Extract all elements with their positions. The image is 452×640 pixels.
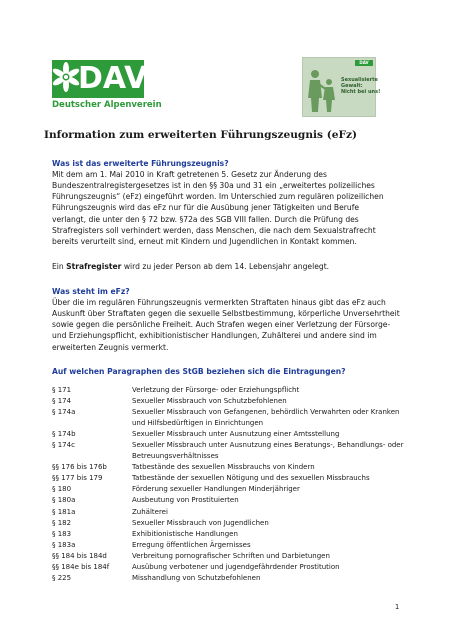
description-line: Erregung öffentlichen Ärgernisses	[132, 540, 251, 549]
paragraph-description	[132, 573, 402, 584]
paragraph-description	[132, 407, 402, 429]
paragraph-number: § 183	[52, 529, 72, 538]
section-heading-paragraphs: Auf welchen Paragraphen des StGB beziehen sich die Eintragungen?	[52, 367, 346, 376]
description-line: Ausübung verbotener und jugendgefährdender Prostitution	[132, 562, 340, 571]
slogan-line: Gewalt:	[341, 83, 363, 89]
body-line: Führungszeugnis wird das eFz nur für die Ausübung jener Tätigkeiten und Berufe	[52, 203, 360, 213]
table-row	[52, 507, 402, 518]
body-line: Auskunft über Straftaten gegen die sexuelle Selbstbestimmung, körperliche Unversehrtheit	[52, 309, 400, 319]
paragraph-number: § 183a	[52, 540, 76, 549]
paragraph-number: § 225	[52, 573, 72, 582]
table-row	[52, 407, 402, 429]
table-row	[52, 529, 402, 540]
body-line: erweiterten Zeugnis vermerkt.	[52, 342, 169, 352]
description-line: Sexueller Missbrauch unter Ausnutzung einer Amtsstellung	[132, 430, 340, 439]
body-line: Führungszeugnis“ (eFz) eingeführt worden. Im Unterschied zum regulären polizeilichen	[52, 192, 384, 202]
body-line: Über die im regulären Führungszeugnis vermerkten Straftaten hinaus gibt das eFz auch	[52, 298, 386, 307]
paragraph-description	[132, 440, 404, 462]
description-line: Förderung sexueller Handlungen Minderjähriger	[132, 485, 300, 494]
table-row	[52, 462, 402, 473]
paragraph-number: §§ 176 bis 176b	[52, 463, 107, 472]
edelweiss-icon	[54, 61, 80, 95]
paragraph-description	[132, 396, 402, 407]
paragraph-number: §§ 177 bis 179	[52, 474, 103, 483]
strafregister-note	[52, 261, 392, 272]
document-title: Information zum erweiterten Führungszeugnis (eFz)	[44, 129, 358, 141]
description-line: Zuhälterei	[132, 507, 168, 516]
description-line: Sexueller Missbrauch unter Ausnutzung eines Beratungs-, Behandlungs- oder	[132, 441, 404, 450]
description-line: Verbreitung pornografischer Schriften und Darbietungen	[132, 551, 330, 560]
description-line: Tatbestände des sexuellen Missbrauchs von Kindern	[132, 463, 315, 472]
logo-mark	[52, 60, 148, 98]
description-line: Betreuungsverhältnisses	[132, 452, 219, 461]
paragraph-number: § 174b	[52, 430, 76, 439]
paragraph-number: § 174	[52, 397, 72, 406]
table-row	[52, 385, 402, 396]
slogan-line: Nicht bei uns!	[341, 89, 381, 95]
section-heading-contents: Was steht im eFz?	[52, 287, 130, 296]
paragraph-number: § 174c	[52, 441, 75, 450]
paragraph-number: § 171	[52, 386, 72, 394]
paragraph-description	[132, 462, 402, 473]
section-body-contents	[52, 297, 400, 353]
table-row	[52, 473, 402, 484]
section-body-what-is	[52, 169, 392, 247]
dav-logo	[52, 60, 162, 114]
paragraph-number: § 182	[52, 518, 72, 527]
table-row	[52, 562, 402, 573]
description-line: und Hilfsbedürftigen in Einrichtungen	[132, 419, 264, 428]
paragraph-number: § 180a	[52, 496, 76, 505]
note-suffix: wird zu jeder Person ab dem 14. Lebensjahr angelegt.	[121, 262, 330, 271]
paragraph-table	[52, 385, 402, 584]
paragraph-description	[132, 507, 402, 518]
body-line: Bundeszentralregistergesetzes ist in den §§ 30a und 31 ein „erweitertes polizeiliches	[52, 181, 375, 191]
table-row	[52, 540, 402, 551]
paragraph-description	[132, 529, 402, 540]
body-line: bereits verurteilt sind, erneut mit Kindern und Jugendlichen in Kontakt kommen.	[52, 236, 357, 246]
note-prefix: Ein	[52, 262, 67, 271]
campaign-slogan	[341, 77, 381, 95]
table-row	[52, 429, 402, 440]
description-line: Sexueller Missbrauch von Schutzbefohlenen	[132, 397, 287, 406]
description-line: Verletzung der Fürsorge- oder Erziehungspflicht	[132, 386, 300, 394]
body-line: Strafregisters soll verhindert werden, dass Menschen, die nach dem Sexualstrafrecht	[52, 225, 376, 235]
body-line: und Erziehungspflicht, exhibitionistischer Handlungen, Zuhälterei und andere sind im	[52, 331, 377, 341]
body-line: sowie gegen die persönliche Freiheit. Auch Strafen wegen einer Verletzung der Fürsorge-	[52, 320, 391, 330]
paragraph-description	[132, 540, 402, 551]
body-line: Mit dem am 1. Mai 2010 in Kraft getretenen 5. Gesetz zur Änderung des	[52, 170, 327, 179]
paragraph-number: § 180	[52, 485, 72, 494]
note-bold-term: Strafregister	[66, 262, 122, 271]
description-line: Sexueller Missbrauch von Jugendlichen	[132, 518, 269, 527]
logo-wordmark: DAV	[78, 61, 148, 96]
table-row	[52, 495, 402, 506]
paragraph-description	[132, 562, 402, 573]
paragraph-number: §§ 184 bis 184d	[52, 551, 107, 560]
description-line: Misshandlung von Schutzbefohlenen	[132, 573, 261, 582]
section-heading-what-is: Was ist das erweiterte Führungszeugnis?	[52, 159, 229, 168]
table-row	[52, 573, 402, 584]
campaign-image	[302, 57, 381, 117]
description-line: Ausbeutung von Prostituierten	[132, 496, 239, 505]
table-row	[52, 396, 402, 407]
paragraph-description	[132, 495, 402, 506]
table-row	[52, 484, 402, 495]
table-row	[52, 440, 402, 462]
description-line: Sexueller Missbrauch von Gefangenen, behördlich Verwahrten oder Kranken	[132, 408, 400, 417]
slogan-line: Sexualisierte	[341, 77, 378, 83]
description-line: Tatbestände der sexuellen Nötigung und des sexuellen Missbrauchs	[132, 474, 370, 483]
table-row	[52, 518, 402, 529]
paragraph-number: § 181a	[52, 507, 76, 516]
family-silhouette-icon	[305, 68, 341, 114]
campaign-badge: DAV	[355, 60, 373, 66]
description-line: Exhibitionistische Handlungen	[132, 529, 238, 538]
page-number: 1	[395, 603, 400, 611]
paragraph-description	[132, 473, 402, 484]
paragraph-number: § 174a	[52, 408, 76, 417]
logo-subtitle: Deutscher Alpenverein	[52, 100, 162, 110]
paragraph-number: §§ 184e bis 184f	[52, 562, 110, 571]
paragraph-description	[132, 551, 402, 562]
paragraph-description	[132, 385, 402, 396]
paragraph-description	[132, 518, 402, 529]
table-row	[52, 551, 402, 562]
paragraph-description	[132, 484, 402, 495]
body-line: verlangt, die unter den § 72 bzw. §72a des SGB VIII fallen. Durch die Prüfung des	[52, 214, 359, 224]
paragraph-description	[132, 429, 402, 440]
